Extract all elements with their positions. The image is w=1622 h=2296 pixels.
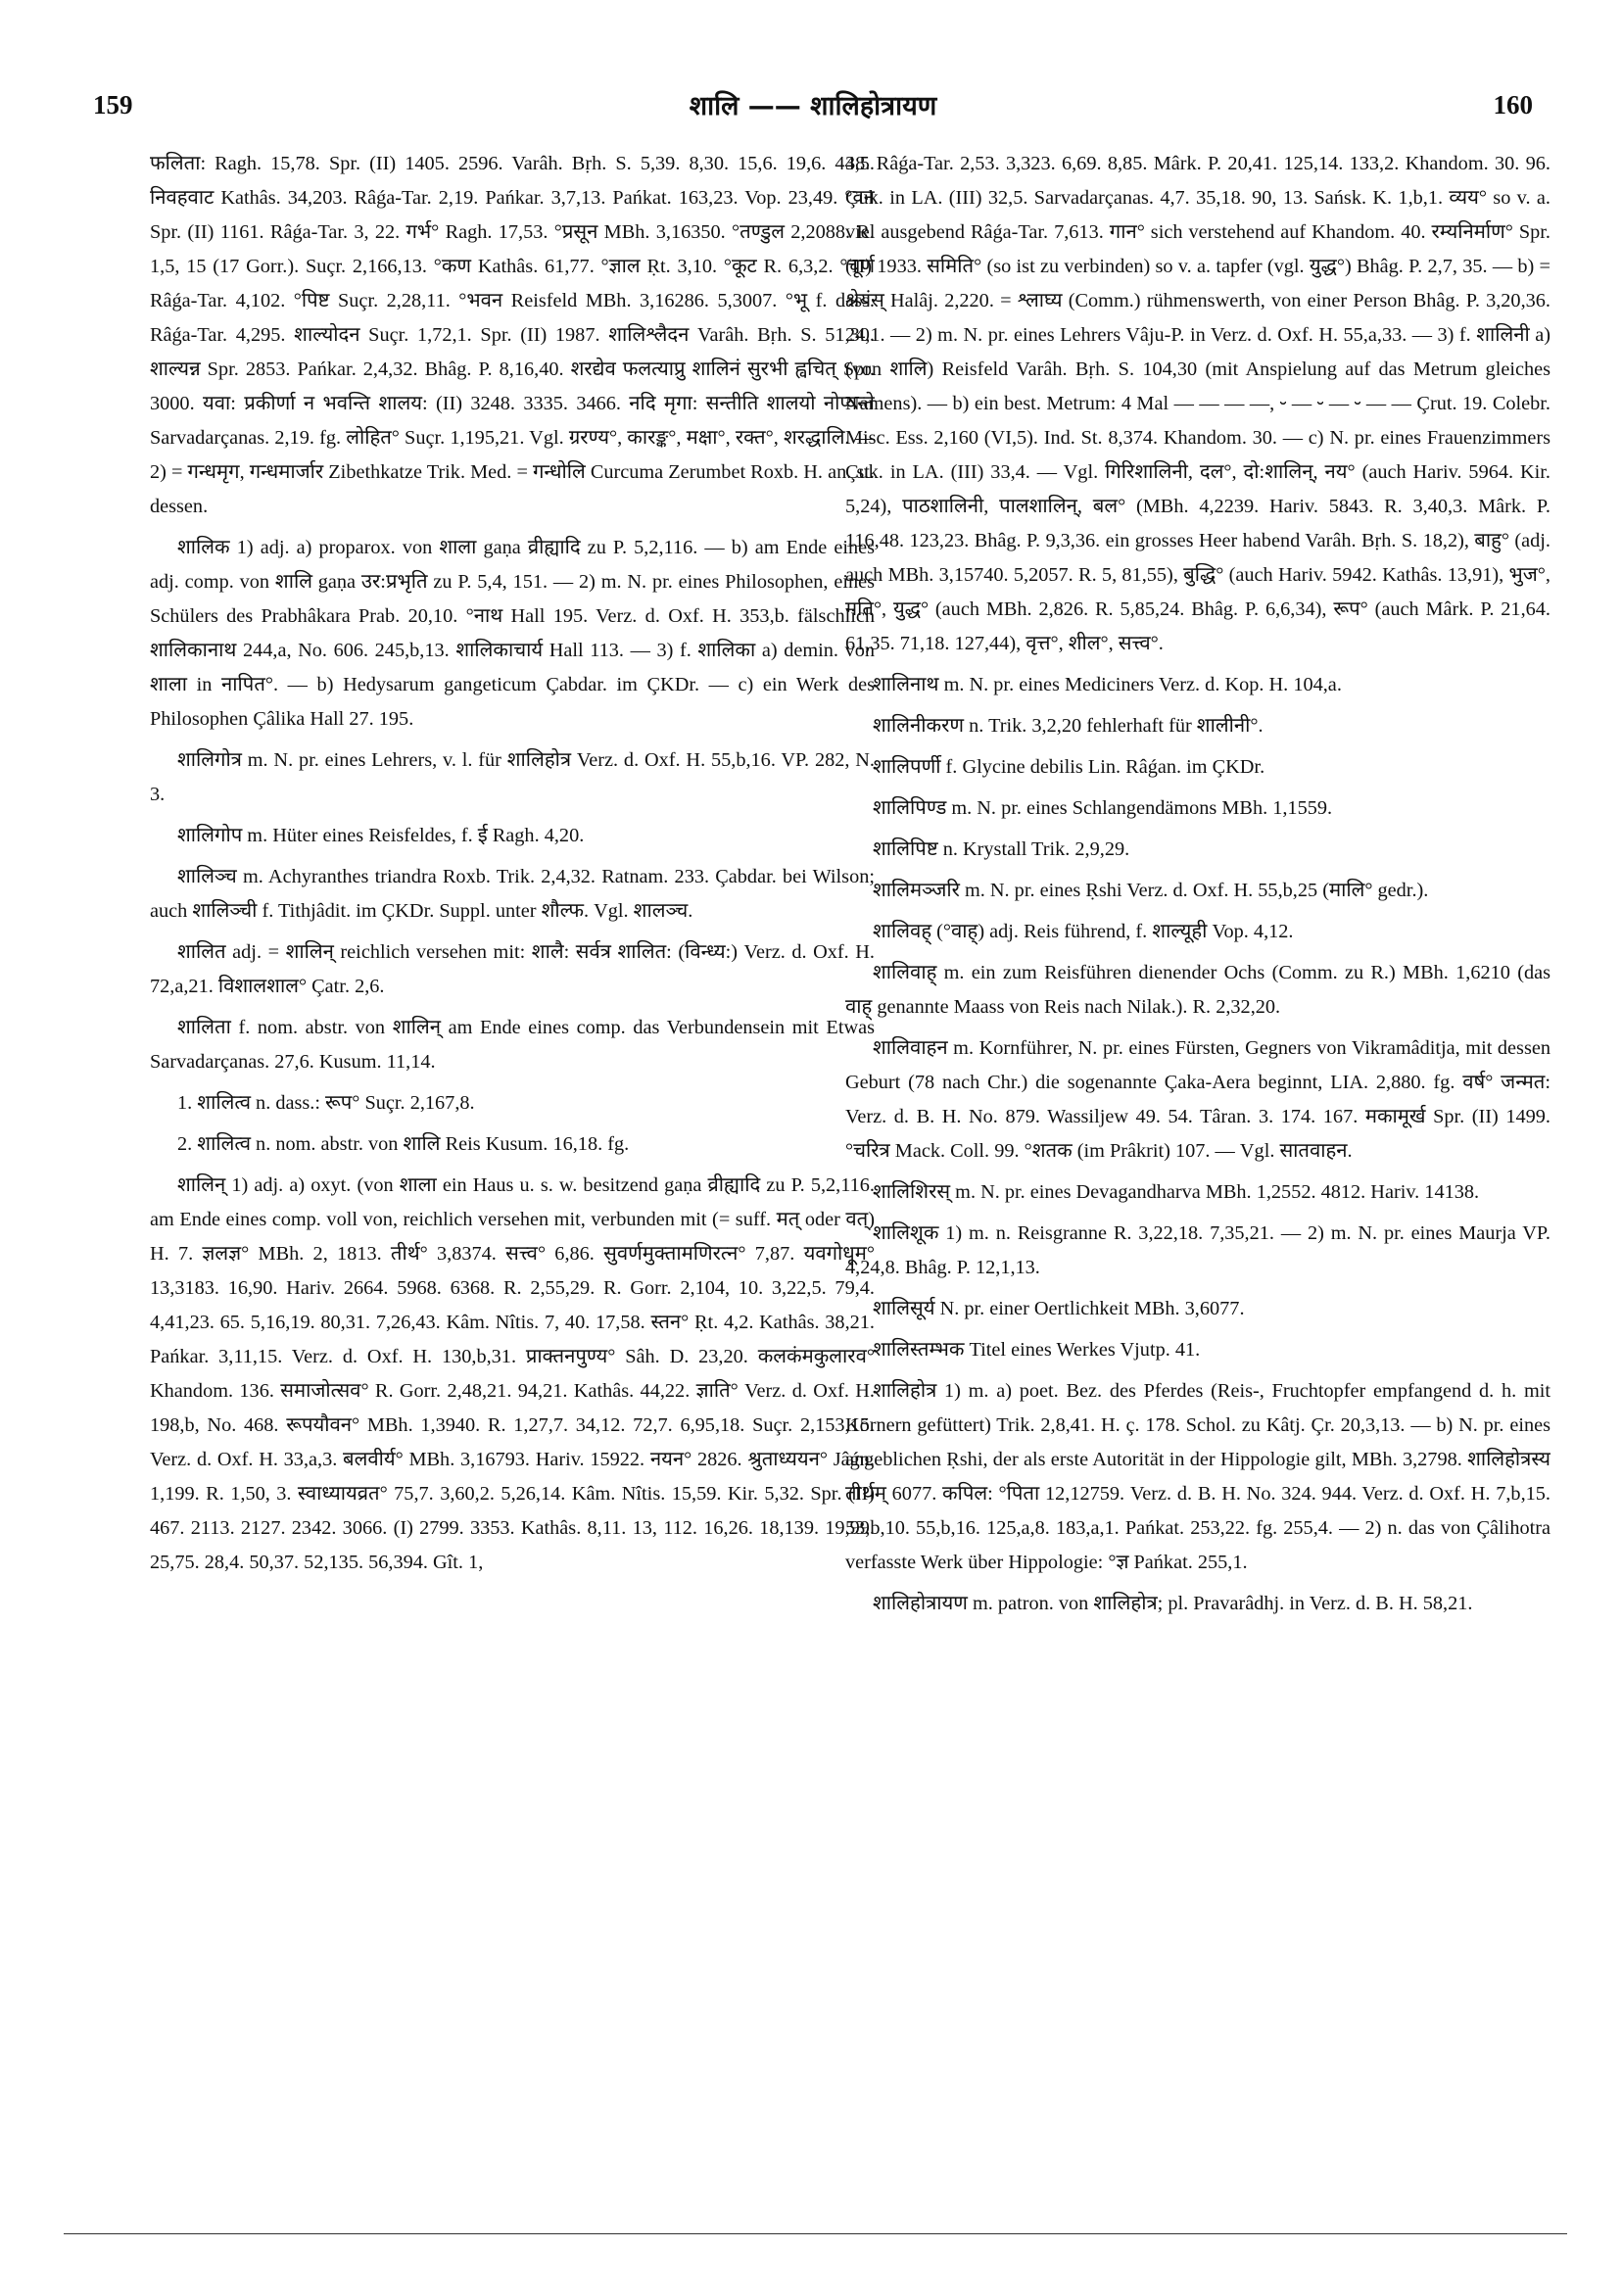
dictionary-entry: शालित adj. = शालिन् reichlich versehen mit: शालै: सर्वत्र शालित: (विन्ध्य:) Verz. d. Oxf. H. 72,a,21. विशालशाल° Çatr. 2,6. — [150, 941, 875, 997]
page-header — [93, 90, 1533, 129]
dictionary-entry: शालिञ्च m. Achyranthes triandra Roxb. Trik. 2,4,32. Ratnam. 233. Çabdar. bei Wilson; auch शालिञ्ची f. Tithjâdit. im ÇKDr. Suppl. unter शौल्फ. Vgl. शालञ्च. — [150, 866, 875, 922]
dictionary-entry: शालिवाह् m. ein zum Reisführen dienender Ochs (Comm. zu R.) MBh. 1,6210 (das वाह् genannte Maass von Reis nach Nilak.). R. 2,32,20. — [845, 962, 1550, 1018]
dictionary-entry: 2. शालित्व n. nom. abstr. von शालि Reis Kusum. 16,18. fg. — [177, 1133, 630, 1155]
page-number-right: 160 — [1493, 90, 1533, 120]
page-number-left: 159 — [93, 90, 133, 120]
dictionary-entry: शालिवाहन m. Kornführer, N. pr. eines Fürsten, Gegners von Vikramâditja, mit dessen Geburt (78 nach Chr.) die sogenannte Çaka-Aera beginnt, LIA. 2,880. fg. वर्ष° जन्मत: Verz. d. B. H. No. 879. Wassiljew 49. 54. Târan. 3. 174. 167. मकामूर्ख Spr. (II) 1499. °चरित्र Mack. Coll. 99. °शतक (im Prâkrit) 107. — Vgl. सातवाहन. — [845, 1037, 1550, 1162]
dictionary-entry: शालिपर्णी f. Glycine debilis Lin. Râǵan. im ÇKDr. — [873, 756, 1265, 778]
dictionary-entry: शालिस्तम्भक Titel eines Werkes Vjutp. 41. — [873, 1339, 1201, 1361]
dictionary-entry: शालिगोत्र m. N. pr. eines Lehrers, v. l. für शालिहोत्र Verz. d. Oxf. H. 55,b,16. VP. 282, N. 3. — [150, 749, 875, 805]
dictionary-entry: 38. Râǵa-Tar. 2,53. 3,323. 6,69. 8,85. Mârk. P. 20,41. 125,14. 133,2. Khandom. 30. 96. Çuk. in LA. (III) 32,5. Sarvadarçanas. 4,7. 35,18. 90, 13. Sańsk. K. 1,b,1. व्यय° so v. a. viel ausgebend Râǵa-Tar. 7,613. गान° sich verstehend auf Khandom. 40. रम्यनिर्माण° Spr. (II) 1933. समिति° (so ist zu verbinden) so v. a. tapfer (vgl. युद्ध°) Bhâg. P. 2,7, 35. — b) = श्रेयंस् Halâj. 2,220. = श्लाघ्य (Comm.) rühmenswerth, von einer Person Bhâg. P. 3,20,36. 24,1. — 2) m. N. pr. eines Lehrers Vâju-P. in Verz. d. Oxf. H. 55,a,33. — 3) f. शालिनी a) (von शालि) Reisfeld Varâh. Bṛh. S. 104,30 (mit Anspielung auf das Metrum gleiches Namens). — b) ein best. Metrum: 4 Mal — — — —, ⏑ — ⏑ — ⏑ — — Çrut. 19. Colebr. Misc. Ess. 2,160 (VI,5). Ind. St. 8,374. Khandom. 30. — c) N. pr. eines Frauenzimmers Çuk. in LA. (III) 33,4. — Vgl. गिरिशालिनी, दल°, दो:शालिन्, नय° (auch Hariv. 5964. Kir. 5,24), पाठशालिनी, पालशालिन्, बल° (MBh. 4,2239. Hariv. 5843. R. 3,40,3. Mârk. P. 116,48. 123,23. Bhâg. P. 9,3,36. ein grosses Heer habend Varâh. Bṛh. S. 18,2), बाहु° (adj. auch MBh. 3,15740. 5,2057. R. 5, 81,55), बुद्धि° (auch Hariv. 5942. Kathâs. 13,91), भुज°, मति°, युद्ध° (auch MBh. 2,826. R. 5,85,24. Bhâg. P. 6,6,34), रूप° (auch Mârk. P. 21,64. 61,35. 71,18. 127,44), वृत्त°, शील°, सत्त्व°. — [845, 153, 1550, 654]
dictionary-entry: शालिवह् (°वाह्) adj. Reis führend, f. शाल्यूही Vop. 4,12. — [873, 921, 1294, 942]
dictionary-entry: शालिहोत्रायण m. patron. von शालिहोत्र; pl. Pravarâdhj. in Verz. d. B. H. 58,21. — [873, 1593, 1473, 1614]
dictionary-entry: शालिहोत्र 1) m. a) poet. Bez. des Pferdes (Reis-, Fruchtopfer empfangend d. h. mit Körnern gefüttert) Trik. 2,8,41. H. ç. 178. Schol. zu Kâtj. Çr. 20,3,13. — b) N. pr. eines angeblichen Ṛshi, der als erste Autorität in der Hippologie gilt, MBh. 3,2798. शालिहोत्रस्य तीर्थम् 6077. कपिल: °पिता 12,12759. Verz. d. B. H. No. 324. 944. Verz. d. Oxf. H. 7,b,15. 53,b,10. 55,b,16. 125,a,8. 183,a,1. Pańkat. 253,22. fg. 255,4. — 2) n. das von Çâlihotra verfasste Werk über Hippologie: °ज्ञ Pańkat. 255,1. — [845, 1380, 1550, 1573]
dictionary-entry: फलिता: Ragh. 15,78. Spr. (II) 1405. 2596. Varâh. Bṛh. S. 5,39. 8,30. 15,6. 19,6. 44,5. निवहवाट Kathâs. 34,203. Râǵa-Tar. 2,19. Pańkar. 3,7,13. Pańkat. 163,23. Vop. 23,49. °वन Spr. (II) 1161. Râǵa-Tar. 3, 22. गर्भ° Ragh. 17,53. °प्रसून MBh. 3,16350. °तण्डुल 2,2088. R. 1,5, 15 (17 Gorr.). Suçr. 2,166,13. °कण Kathâs. 61,77. °ज्ञाल Ṛt. 3,10. °कूट R. 6,3,2. °चूर्ण Râǵa-Tar. 4,102. °पिष्ट Suçr. 2,28,11. °भवन Reisfeld MBh. 3,16286. 5,3007. °भू f. dass. Râǵa-Tar. 4,295. शाल्योदन Suçr. 1,72,1. Spr. (II) 1987. शालिश्लैदन Varâh. Bṛh. S. 51,30. शाल्यन्न Spr. 2853. Pańkar. 2,4,32. Bhâg. P. 8,16,40. शरद्येव फलत्याप्रु शालिनं सुरभी ह्वचित् Spr. 3000. यवा: प्रकीर्णा न भवन्ति शालय: (II) 3248. 3335. 3466. नदि मृगा: सन्तीति शालयो नोप्यन्ते Sarvadarçanas. 2,19. fg. लोहित° Suçr. 1,195,21. Vgl. ग्ररण्य°, कारङ्क°, मक्षा°, रक्त°, शरद्धालि. — 2) = गन्धमृग, गन्धमार्जार Zibethkatze Trik. Med. = गन्धोलि Curcuma Zerumbet Roxb. H. an. st. dessen. — [150, 153, 875, 517]
dictionary-entry: शालिता f. nom. abstr. von शालिन् am Ende eines comp. das Verbundensein mit Etwas Sarvadarçanas. 27,6. Kusum. 11,14. — [150, 1017, 875, 1073]
dictionary-entry: शालिन् 1) adj. a) oxyt. (von शाला ein Haus u. s. w. besitzend gaṇa व्रीह्यादि zu P. 5,2,116. am Ende eines comp. voll von, reichlich versehen mit, verbunden mit (= suff. मत् oder वत्) H. 7. ज्ञलज्ञ° MBh. 2, 1813. तीर्थ° 3,8374. सत्त्व° 6,86. सुवर्णमुक्तामणिरत्न° 7,87. यवगोधूम° 13,3183. 16,90. Hariv. 2664. 5968. 6368. R. 2,55,29. R. Gorr. 2,104, 10. 3,22,5. 79,4. 4,41,23. 65. 5,16,19. 80,31. 7,26,43. Kâm. Nîtis. 7, 40. 17,58. स्तन° Ṛt. 4,2. Kathâs. 38,21. Pańkar. 3,11,15. Verz. d. Oxf. H. 130,b,31. प्राक्तनपुण्य° Sâh. D. 23,20. कलकंमकुलारव° Khandom. 136. समाजोत्सव° R. Gorr. 2,48,21. 94,21. Kathâs. 44,22. ज्ञाति° Verz. d. Oxf. H. 198,b, No. 468. रूपयौवन° MBh. 1,3940. R. 1,27,7. 34,12. 72,7. 6,95,18. Suçr. 2,153,15. Verz. d. Oxf. H. 33,a,3. बलवीर्य° MBh. 3,16793. Hariv. 15922. नयन° 2826. श्रुताध्ययन° Jâǵn. 1,199. R. 1,50, 3. स्वाध्यायव्रत° 75,7. 3,60,2. 5,26,14. Kâm. Nîtis. 15,59. Kir. 5,32. Spr. (II) 467. 2113. 2127. 2342. 3066. (I) 2799. 3353. Kathâs. 8,11. 13, 112. 16,26. 18,139. 19,99. 25,75. 28,4. 50,37. 52,135. 56,394. Gît. 1, — [150, 1174, 875, 1573]
dictionary-entry: शालिशूक 1) m. n. Reisgranne R. 3,22,18. 7,35,21. — 2) m. N. pr. eines Maurja VP. 4,24,8. Bhâg. P. 12,1,13. — [845, 1222, 1550, 1278]
dictionary-entry: शालिसूर्य N. pr. einer Oertlichkeit MBh. 3,6077. — [873, 1298, 1245, 1319]
dictionary-entry: शालिशिरस् m. N. pr. eines Devagandharva MBh. 1,2552. 4812. Hariv. 14138. — [873, 1181, 1480, 1203]
dictionary-entry: शालिपिष्ट n. Krystall Trik. 2,9,29. — [873, 838, 1130, 860]
dictionary-entry: शालिनीकरण n. Trik. 3,2,20 fehlerhaft für शालीनी°. — [873, 715, 1264, 737]
running-headword: शालि —— शालिहोत्रायण — [689, 91, 937, 121]
dictionary-entry: 1. शालित्व n. dass.: रूप° Suçr. 2,167,8. — [177, 1092, 475, 1114]
footer-rule-left — [64, 2233, 774, 2234]
dictionary-entry: शालिनाथ m. N. pr. eines Mediciners Verz. d. Kop. H. 104,a. — [873, 674, 1342, 695]
dictionary-entry: शालिक 1) adj. a) proparox. von शाला gaṇa व्रीह्यादि zu P. 5,2,116. — b) am Ende eines adj. comp. von शालि gaṇa उर:प्रभृति zu P. 5,4, 151. — 2) m. N. pr. eines Philosophen, eines Schülers des Prabhâkara Prab. 20,10. °नाथ Hall 195. Verz. d. Oxf. H. 353,b. fälschlich शालिकानाथ 244,a, No. 606. 245,b,13. शालिकाचार्य Hall 113. — 3) f. शालिका a) demin. von शाला in नापित°. — b) Hedysarum gangeticum Çabdar. im ÇKDr. — c) ein Werk des Philosophen Çâlika Hall 27. 195. — [150, 537, 875, 730]
left-column — [150, 147, 875, 2067]
right-column — [845, 147, 1550, 2067]
dictionary-entry: शालिमञ्जरि m. N. pr. eines Ṛshi Verz. d. Oxf. H. 55,b,25 (मालि° gedr.). — [873, 880, 1429, 901]
footer-rule-right — [774, 2233, 1567, 2234]
dictionary-entry: शालिगोप m. Hüter eines Reisfeldes, f. ई Ragh. 4,20. — [177, 825, 585, 846]
dictionary-entry: शालिपिण्ड m. N. pr. eines Schlangendämons MBh. 1,1559. — [873, 797, 1333, 819]
